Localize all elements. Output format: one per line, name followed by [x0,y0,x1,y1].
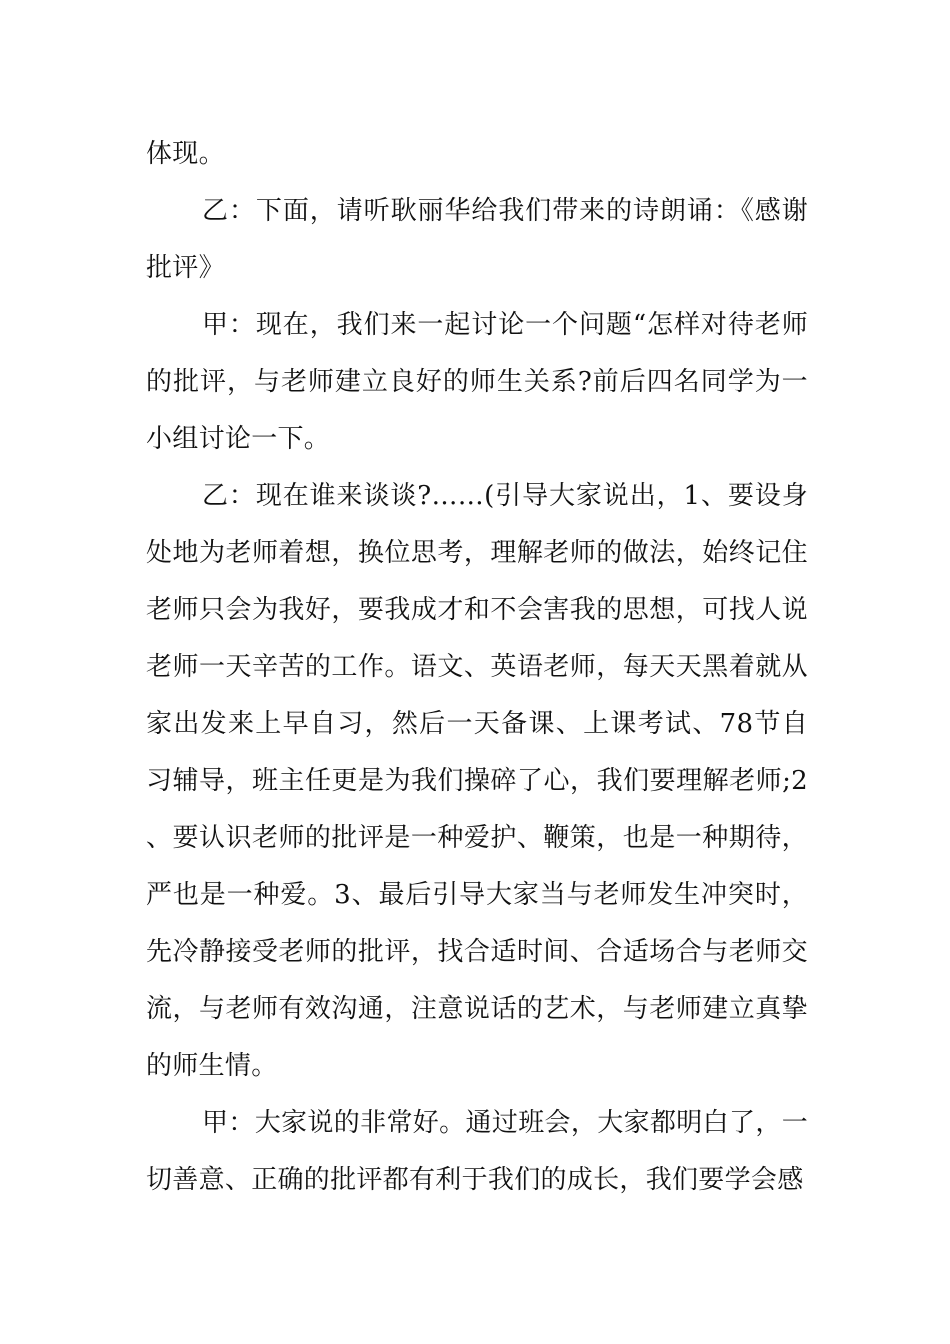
paragraph-4: 乙：现在谁来谈谈?……(引导大家说出，1、要设身处地为老师着想，换位思考，理解老师的做法，始终记住老师只会为我好，要我成才和不会害我的思想，可找人说老师一天辛苦的工作。语文、英语老师，每天天黑着就从家出发来上早自习，然后一天备课、上课考试、78节自习辅导，班主任更是为我们操碎了心，我们要理解老师;2、要认识老师的批评是一种爱护、鞭策，也是一种期待，严也是一种爱。3、最后引导大家当与老师发生冲突时，先冷静接受老师的批评，找合适时间、合适场合与老师交流，与老师有效沟通，注意说话的艺术，与老师建立真挚的师生情。 [146,481,808,1081]
paragraph-2: 乙：下面，请听耿丽华给我们带来的诗朗诵：《感谢批评》 [146,196,808,283]
paragraph-3: 甲：现在，我们来一起讨论一个问题“怎样对待老师的批评，与老师建立良好的师生关系?前后四名同学为一小组讨论一下。 [146,310,808,454]
paragraph-5: 甲：大家说的非常好。通过班会，大家都明白了，一切善意、正确的批评都有利于我们的成长，我们要学会感 [146,1108,808,1195]
paragraph-1: 体现。 [146,139,225,169]
document-body [146,126,808,1209]
